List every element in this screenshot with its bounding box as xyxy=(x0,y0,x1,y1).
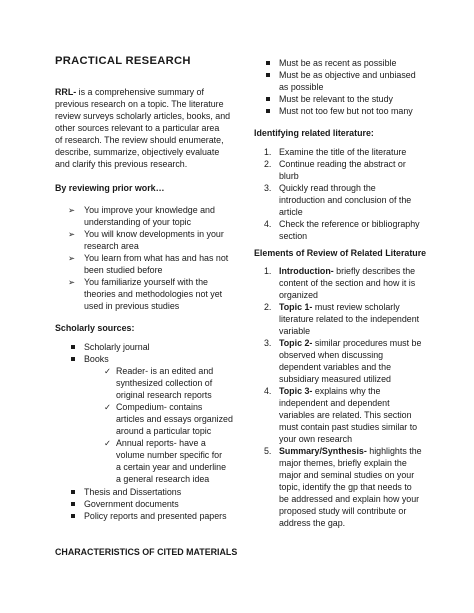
list-item: You learn from what has and has not xyxy=(84,253,229,263)
page-title: PRACTICAL RESEARCH xyxy=(55,55,191,67)
list-item: variables are related. This section xyxy=(279,410,412,420)
bullet-icon xyxy=(266,109,270,113)
list-item: You improve your knowledge and xyxy=(84,205,215,215)
list-number: 1. xyxy=(264,147,272,157)
list-item: Check the reference or bibliography xyxy=(279,219,420,229)
list-item: Reader- is an edited and xyxy=(116,366,214,376)
list-number: 3. xyxy=(264,183,272,193)
list-item: topic, identify the gp that needs to xyxy=(279,482,412,492)
list-item: literature related to the independent xyxy=(279,314,420,324)
list-item: synthesized collection of xyxy=(116,378,213,388)
arrow-icon: ➢ xyxy=(68,277,76,287)
list-item: Policy reports and presented papers xyxy=(84,511,227,521)
list-number: 4. xyxy=(264,219,272,229)
check-icon: ✓ xyxy=(104,438,112,448)
list-item: Must be relevant to the study xyxy=(279,94,393,104)
list-item: Thesis and Dissertations xyxy=(84,487,182,497)
list-item: observed when discussing xyxy=(279,350,384,360)
bullet-icon xyxy=(266,61,270,65)
list-item: You will know developments in your xyxy=(84,229,224,239)
list-item: section xyxy=(279,231,308,241)
bullet-icon xyxy=(266,73,270,77)
list-item: Must be as objective and unbiased xyxy=(279,70,416,80)
identifying-heading: Identifying related literature: xyxy=(254,128,374,138)
list-item: a general research idea xyxy=(116,474,210,484)
list-item: introduction and conclusion of the xyxy=(279,195,412,205)
list-item: major themes, briefly explain the xyxy=(279,458,407,468)
list-item: You familiarize yourself with the xyxy=(84,277,208,287)
list-item: Topic 1- must review scholarly xyxy=(279,302,400,312)
list-item: Topic 2- similar procedures must be xyxy=(279,338,422,348)
list-item: Must be as recent as possible xyxy=(279,58,397,68)
list-item: used in previous studies xyxy=(84,301,180,311)
list-item: Introduction- briefly describes the xyxy=(279,266,416,276)
check-icon: ✓ xyxy=(104,402,112,412)
list-item: as possible xyxy=(279,82,324,92)
list-item: understanding of your topic xyxy=(84,217,192,227)
list-number: 1. xyxy=(264,266,272,276)
list-item: research area xyxy=(84,241,139,251)
list-item: your own research xyxy=(279,434,353,444)
check-icon: ✓ xyxy=(104,366,112,376)
bullet-icon xyxy=(71,490,75,494)
list-item: be addressed and explain how your xyxy=(279,494,420,504)
rrl-term: RRL- xyxy=(55,87,77,97)
list-item: around a particular topic xyxy=(116,426,212,436)
bullet-icon xyxy=(71,345,75,349)
list-item: variable xyxy=(279,326,311,336)
list-item: articles and essays organized xyxy=(116,414,233,424)
list-item: content of the section and how it is xyxy=(279,278,416,288)
list-item: Annual reports- have a xyxy=(116,438,206,448)
list-item: Quickly read through the xyxy=(279,183,376,193)
bullet-icon xyxy=(71,357,75,361)
list-item: Scholarly journal xyxy=(84,342,150,352)
list-item: dependent variables and the xyxy=(279,362,392,372)
list-item: Government documents xyxy=(84,499,179,509)
reviewing-heading: By reviewing prior work… xyxy=(55,183,165,193)
list-item: Must not too few but not too many xyxy=(279,106,413,116)
list-number: 3. xyxy=(264,338,272,348)
bullet-icon xyxy=(266,97,270,101)
elements-heading: Elements of Review of Related Literature xyxy=(254,248,427,258)
bullet-icon xyxy=(71,502,75,506)
rrl-line: and clarify this previous research. xyxy=(55,159,188,169)
rrl-line: describe, summarize, objectively evaluate xyxy=(55,147,220,157)
list-number: 4. xyxy=(264,386,272,396)
bullet-icon xyxy=(71,514,75,518)
rrl-line: review surveys scholarly articles, books, and xyxy=(55,111,231,121)
list-item: article xyxy=(279,207,303,217)
list-item: Summary/Synthesis- highlights the xyxy=(279,446,422,456)
list-item: subsidiary measured utilized xyxy=(279,374,391,384)
rrl-line: other sources relevant to a particular area xyxy=(55,123,220,133)
list-item: Continue reading the abstract or xyxy=(279,159,406,169)
list-number: 2. xyxy=(264,302,272,312)
list-item: volume number specific for xyxy=(116,450,223,460)
list-number: 2. xyxy=(264,159,272,169)
list-item: address the gap. xyxy=(279,518,346,528)
characteristics-heading: CHARACTERISTICS OF CITED MATERIALS xyxy=(55,547,238,557)
list-item: Examine the title of the literature xyxy=(279,147,407,157)
scholarly-heading: Scholarly sources: xyxy=(55,323,135,333)
arrow-icon: ➢ xyxy=(68,253,76,263)
list-item: organized xyxy=(279,290,318,300)
list-number: 5. xyxy=(264,446,272,456)
list-item: original research reports xyxy=(116,390,212,400)
list-item: major and seminal studies on your xyxy=(279,470,415,480)
list-item: blurb xyxy=(279,171,299,181)
list-item: Books xyxy=(84,354,109,364)
arrow-icon: ➢ xyxy=(68,205,76,215)
list-item: Topic 3- explains why the xyxy=(279,386,381,396)
list-item: a certain year and underline xyxy=(116,462,227,472)
list-item: Compedium- contains xyxy=(116,402,203,412)
list-item: been studied before xyxy=(84,265,163,275)
list-item: must contain past studies similar to xyxy=(279,422,418,432)
list-item: independent and dependent xyxy=(279,398,390,408)
list-item: theories and methodologies not yet xyxy=(84,289,223,299)
list-item: proposed study will contribute or xyxy=(279,506,407,516)
rrl-line: RRL- is a comprehensive summary of xyxy=(55,87,204,97)
arrow-icon: ➢ xyxy=(68,229,76,239)
rrl-line: previous research on a topic. The literature xyxy=(55,99,224,109)
rrl-line: of research. The review should enumerate, xyxy=(55,135,224,145)
